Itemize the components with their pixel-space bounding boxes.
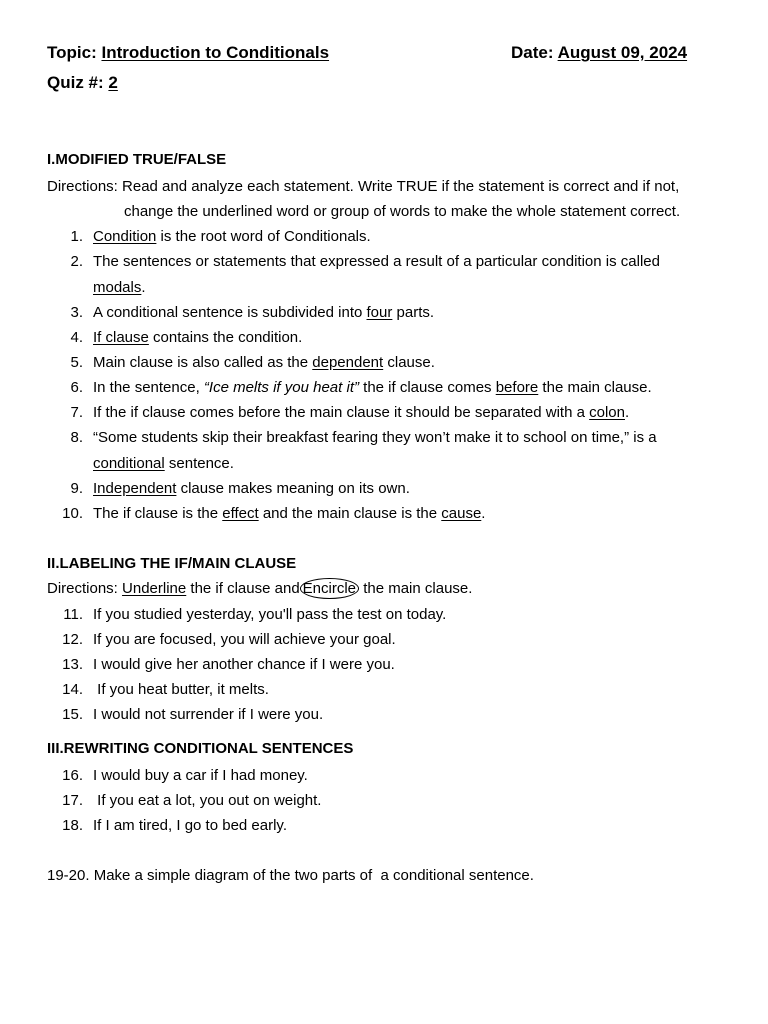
list-item-continuation — [93, 455, 234, 473]
list-item — [93, 404, 629, 422]
section1-directions-line1: Directions: Read and analyze each statement. Write TRUE if the statement is correct and if not, — [47, 178, 680, 195]
item-text: is the root word of Conditionals. — [156, 228, 371, 245]
underlined-word: colon — [589, 404, 625, 421]
item-text: . — [481, 505, 486, 522]
directions-text: Directions: — [47, 580, 123, 597]
item-text: clause makes meaning on its own. — [176, 480, 410, 497]
quiz-value: 2 — [108, 73, 118, 92]
underlined-word: cause — [441, 505, 482, 522]
item-text: clause. — [383, 354, 435, 371]
section1-directions-line2: change the underlined word or group of words to make the whole statement correct. — [124, 203, 681, 220]
list-item: If you studied yesterday, you'll pass the test on today. — [93, 606, 447, 623]
section3-title: III.REWRITING CONDITIONAL SENTENCES — [47, 740, 354, 757]
italic-quote: “Ice melts if you heat it” — [203, 379, 359, 396]
item-text: The sentences or statements that expressed a result of a particular condition is called — [93, 253, 660, 270]
list-item-continuation — [93, 279, 146, 297]
topic-value: Introduction to Conditionals — [101, 43, 330, 62]
item-text: In the sentence, — [93, 379, 204, 396]
underlined-word: four — [366, 304, 393, 321]
item-number: 5. — [70, 354, 83, 371]
underlined-word: before — [495, 379, 539, 396]
item-text: “Some students skip their breakfast fearing they won’t make it to school on time,” is a — [93, 429, 657, 446]
item-text: Main clause is also called as the — [93, 354, 313, 371]
item-number: 12. — [62, 631, 83, 648]
item-number: 7. — [70, 404, 83, 421]
item-text: and the main clause is the — [258, 505, 442, 522]
underlined-word: effect — [222, 505, 259, 522]
item-number: 14. — [62, 681, 83, 698]
item-number: 1. — [70, 228, 83, 245]
item-number: 15. — [62, 706, 83, 723]
list-item: If you eat a lot, you out on weight. — [93, 792, 322, 809]
list-item — [93, 379, 652, 397]
underlined-word: modals — [93, 279, 142, 296]
list-item: If I am tired, I go to bed early. — [93, 817, 287, 834]
section2-title: II.LABELING THE IF/MAIN CLAUSE — [47, 555, 297, 572]
list-item: If you are focused, you will achieve your goal. — [93, 631, 396, 648]
item-number: 6. — [70, 379, 83, 396]
item-number: 16. — [62, 767, 83, 784]
item-number: 8. — [70, 429, 83, 446]
item-text: contains the condition. — [148, 329, 303, 346]
item-text: A conditional sentence is subdivided into — [93, 304, 367, 321]
item-number: 10. — [62, 505, 83, 522]
item-text: . — [624, 404, 630, 421]
directions-text: the main clause. — [359, 580, 473, 597]
item-text: sentence. — [164, 455, 234, 472]
date-line — [511, 43, 687, 63]
section2-directions — [47, 580, 472, 598]
list-item — [93, 228, 371, 246]
date-label: Date: — [511, 43, 554, 62]
item-number: 3. — [70, 304, 83, 321]
item-number: 2. — [70, 253, 83, 270]
underlined-word: dependent — [312, 354, 384, 371]
item-text: The if clause is the — [93, 505, 223, 522]
item-number: 18. — [62, 817, 83, 834]
list-item — [93, 429, 657, 447]
list-item — [93, 304, 434, 322]
encircle-word: Encircle — [300, 578, 359, 599]
directions-text: the if clause and — [186, 580, 300, 597]
topic-label: Topic: — [47, 43, 97, 62]
list-item — [93, 480, 410, 498]
list-item: I would give her another chance if I were you. — [93, 656, 395, 673]
list-item: I would not surrender if I were you. — [93, 706, 324, 723]
item-number: 9. — [70, 480, 83, 497]
list-item — [93, 354, 435, 372]
underlined-word: conditional — [93, 455, 165, 472]
item-text: . — [141, 279, 146, 296]
date-value: August 09, 2024 — [557, 43, 688, 62]
list-item — [93, 505, 485, 523]
quiz-label: Quiz #: — [47, 73, 104, 92]
underlined-word: Independent — [93, 480, 177, 497]
item-text: If the if clause comes before the main clause it should be separated with a — [93, 404, 590, 421]
item-text: parts. — [392, 304, 435, 321]
item-text: the if clause comes — [358, 379, 496, 396]
list-item: If you heat butter, it melts. — [93, 681, 269, 698]
item-number: 4. — [70, 329, 83, 346]
final-instruction: 19-20. Make a simple diagram of the two parts of a conditional sentence. — [47, 867, 534, 884]
item-number: 11. — [63, 606, 83, 623]
item-number: 17. — [62, 792, 83, 809]
topic-line — [47, 43, 329, 63]
section1-title: I.MODIFIED TRUE/FALSE — [47, 151, 227, 168]
list-item: I would buy a car if I had money. — [93, 767, 308, 784]
list-item — [93, 253, 660, 271]
item-text: the main clause. — [538, 379, 652, 396]
underlined-word: If clause — [93, 329, 149, 346]
quiz-line — [47, 73, 118, 93]
item-number: 13. — [62, 656, 83, 673]
underlined-word: Condition — [93, 228, 157, 245]
list-item — [93, 329, 302, 347]
underline-word: Underline — [122, 580, 187, 597]
